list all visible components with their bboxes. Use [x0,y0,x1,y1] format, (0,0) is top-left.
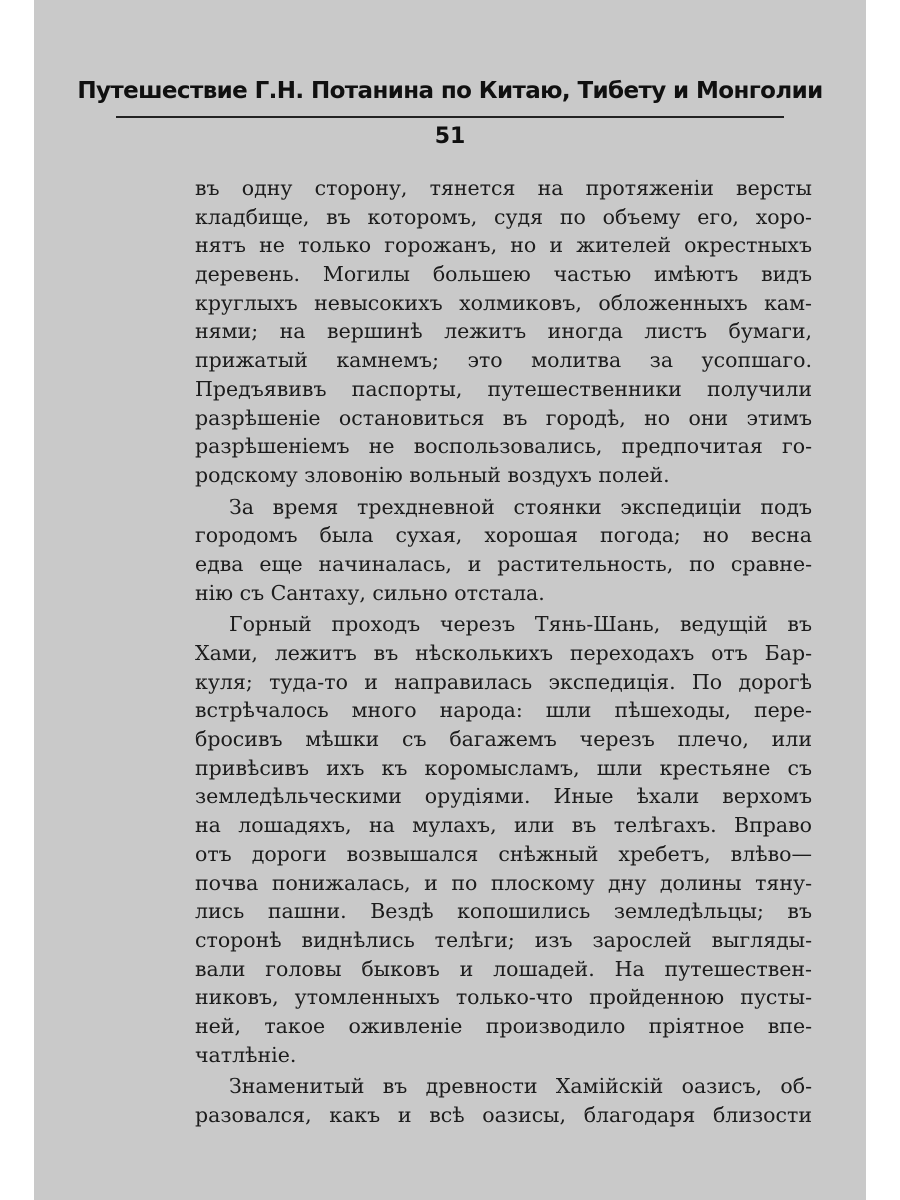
text-line: лись пашни. Вездѣ копошились земледѣльцы; въ [195,899,812,924]
text-line: куля; туда-то и направилась экспедиція. По дорогѣ [195,669,812,694]
text-line: нятъ не только горожанъ, но и жителей окрестныхъ [195,233,812,258]
text-line: кладбище, въ которомъ, судя по объему его, хоро- [195,204,812,229]
text-line: нями; на вершинѣ лежитъ иногда листъ бумаги, [195,319,812,344]
text-line: круглыхъ невысокихъ холмиковъ, обложенныхъ кам- [195,290,812,315]
text-line: привѣсивъ ихъ къ коромысламъ, шли крестьяне съ [195,755,812,780]
header-divider [116,116,784,118]
text-line: деревень. Могилы большею частью имѣютъ видъ [195,262,812,287]
body-text [195,174,812,1130]
text-line: Горный проходъ черезъ Тянь-Шань, ведущій въ [229,612,812,637]
text-line: бросивъ мѣшки съ багажемъ черезъ плечо, или [195,727,812,752]
text-line: Предъявивъ паспорты, путешественники получили [195,376,812,401]
text-line: почва понижалась, и по плоскому дну долины тяну- [195,870,812,895]
paragraph [195,174,812,490]
text-line: въ одну сторону, тянется на протяженіи версты [195,176,812,200]
paragraph [195,610,812,1069]
text-line: отъ дороги возвышался снѣжный хребетъ, влѣво— [195,841,812,866]
page-number: 51 [434,124,466,149]
text-line: Знаменитый въ древности Хамійскій оазисъ, об- [229,1074,812,1099]
text-line: Хами, лежитъ въ нѣсколькихъ переходахъ отъ Бар- [195,641,812,665]
text-line: нію съ Сантаху, сильно отстала. [195,580,545,605]
book-page [34,0,866,1200]
text-line: вали головы быковъ и лошадей. На путешествен- [195,956,812,981]
paragraph [195,493,812,608]
text-line: ней, такое оживленіе производило пріятное впе- [195,1013,812,1038]
text-line: никовъ, утомленныхъ только-что пройденною пусты- [195,985,812,1010]
text-line: разрѣшеніе остановиться въ городѣ, но они этимъ [195,405,812,430]
text-line: сторонѣ виднѣлись телѣги; изъ зарослей выгляды- [195,927,812,952]
text-line: городомъ была сухая, хорошая погода; но весна [195,523,812,548]
text-line: разовался, какъ и всѣ оазисы, благодаря близости [195,1103,812,1127]
text-line: едва еще начиналась, и растительность, по сравне- [195,551,812,576]
text-line: За время трехдневной стоянки экспедиціи подъ [229,494,812,519]
paragraph [195,1072,812,1129]
text-line: земледѣльческими орудіями. Иные ѣхали верхомъ [195,784,812,809]
text-line: встрѣчалось много народа: шли пѣшеходы, пере- [195,698,812,723]
text-line: прижатый камнемъ; это молитва за усопшаго. [195,348,812,373]
text-line: разрѣшеніемъ не воспользовались, предпочитая го- [195,434,812,459]
running-header-title: Путешествие Г.Н. Потанина по Китаю, Тибету и Монголии [77,78,823,104]
text-line: чатлѣніе. [195,1042,297,1067]
text-line: родскому зловонію вольный воздухъ полей. [195,462,670,487]
text-line: на лошадяхъ, на мулахъ, или въ телѣгахъ. Вправо [195,813,812,838]
